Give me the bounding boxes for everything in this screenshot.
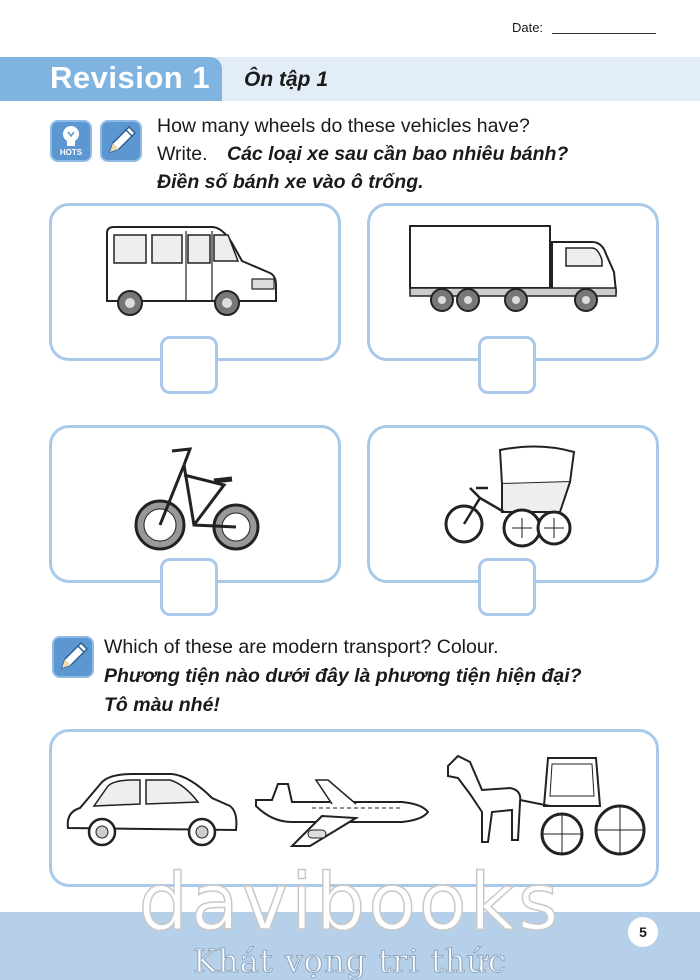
page-number: 5	[628, 917, 658, 947]
airplane-icon	[252, 766, 432, 856]
watermark: davibooks	[138, 858, 562, 948]
cyclo-wheels-input[interactable]	[478, 558, 536, 616]
bicycle-card	[49, 425, 341, 583]
van-wheels-input[interactable]	[160, 336, 218, 394]
van-icon	[102, 223, 282, 323]
bicycle-wheels-input[interactable]	[160, 558, 218, 616]
date-label: Date:	[512, 20, 544, 35]
truck-card	[367, 203, 659, 361]
cyclo-card	[367, 425, 659, 583]
vi-title: Ôn tập 1	[244, 68, 329, 91]
van-card	[49, 203, 341, 361]
truck-wheels-input[interactable]	[478, 336, 536, 394]
instruction-2-vi: Phương tiện nào dưới đây là phương tiện hiện đại?	[104, 665, 582, 687]
pencil-icon	[102, 122, 140, 160]
bicycle-icon	[134, 445, 264, 555]
hots-badge	[50, 120, 92, 162]
tagline: Khát vọng tri thức	[193, 942, 507, 980]
hots-label: HOTS	[59, 148, 83, 157]
instruction-1-line3	[157, 168, 424, 196]
instruction-1-line2	[157, 140, 568, 168]
instruction-2-vi-line3: Tô màu nhé!	[104, 694, 220, 716]
pencil-badge-2	[52, 636, 94, 678]
truck-icon	[406, 220, 626, 320]
instruction-1-vi-line3: Điền số bánh xe vào ô trống.	[157, 171, 424, 193]
date-line	[552, 33, 656, 34]
instruction-1-vi: Các loại xe sau cần bao nhiêu bánh?	[226, 143, 569, 165]
horse-carriage-icon	[440, 750, 650, 860]
instruction-2-line1: Which of these are modern transport? Colour.	[104, 636, 499, 658]
instruction-2-line3	[104, 691, 220, 719]
cyclo-icon	[440, 442, 580, 552]
pencil-badge	[100, 120, 142, 162]
car-icon	[62, 768, 242, 858]
revision-title: Revision 1	[50, 60, 211, 95]
instruction-1-write: Write.	[157, 143, 208, 165]
instruction-2-line2	[104, 662, 582, 690]
pencil-icon	[54, 638, 92, 676]
instruction-1-line1: How many wheels do these vehicles have?	[157, 115, 530, 137]
